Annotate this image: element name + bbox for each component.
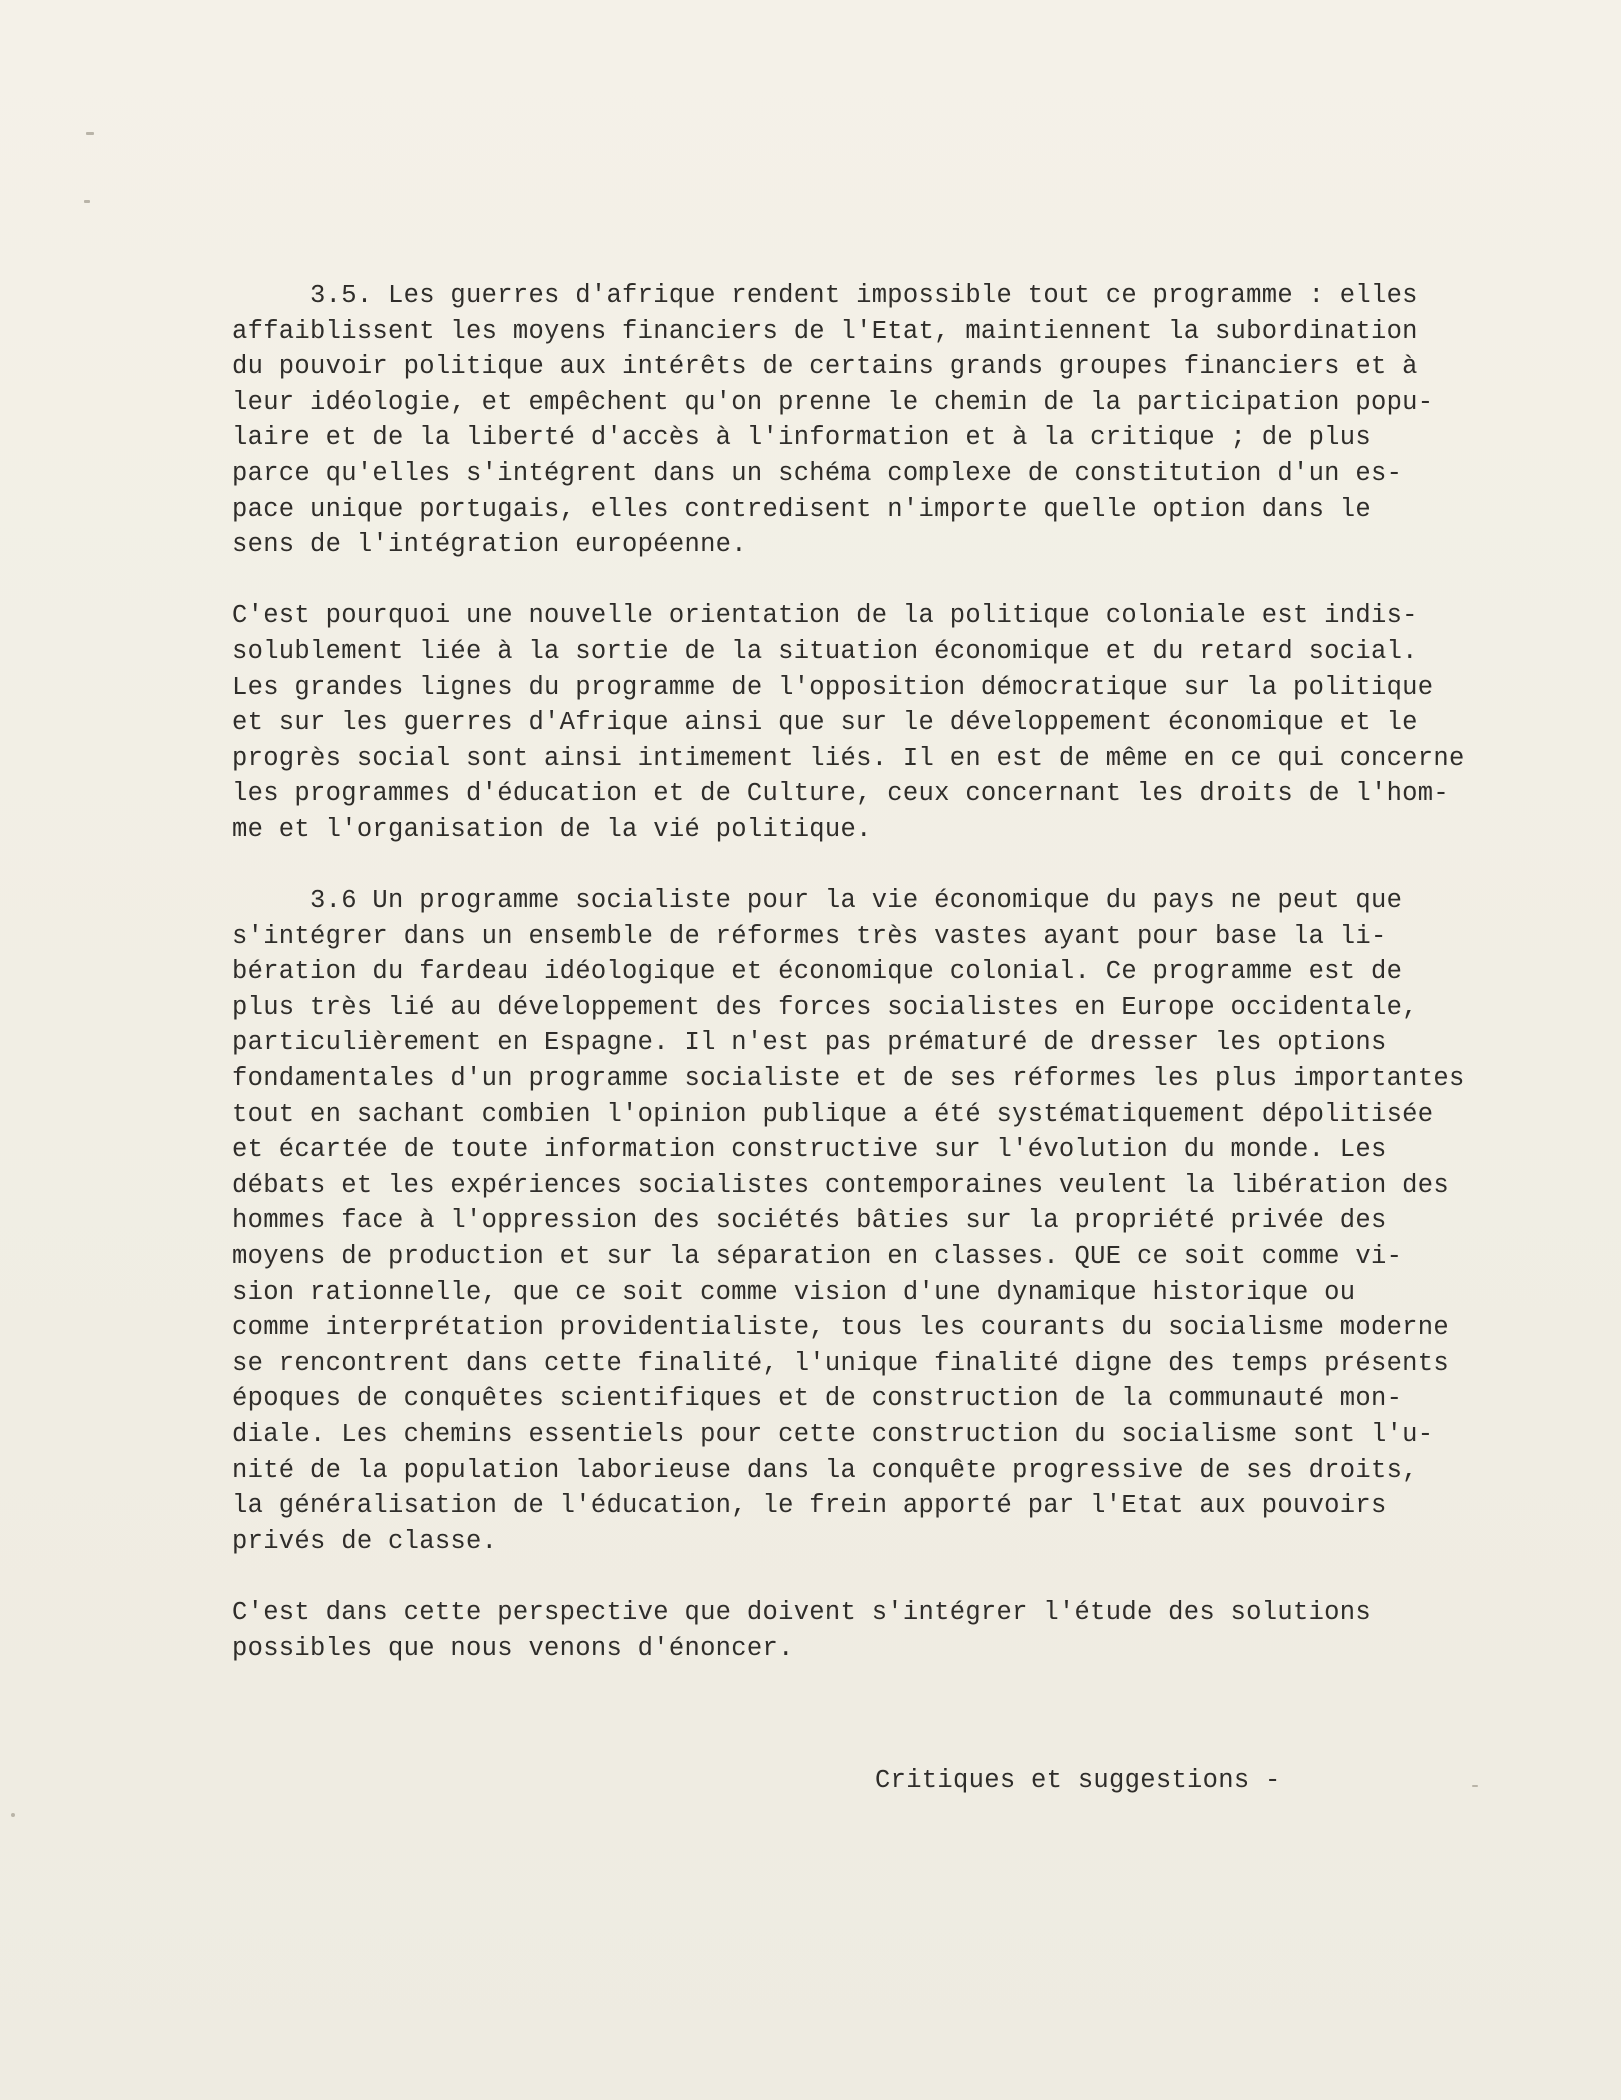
text-line: nité de la population laborieuse dans la conquête progressive de ses droits,: [232, 1455, 1418, 1485]
text-line: du pouvoir politique aux intérêts de certains grands groupes financiers et à: [232, 352, 1418, 382]
text-line: privés de classe.: [232, 1526, 498, 1556]
text-line: bération du fardeau idéologique et économique colonial. Ce programme est de: [232, 957, 1403, 987]
text-line: Les grandes lignes du programme de l'opposition démocratique sur la politique: [232, 672, 1434, 702]
paragraph-colonial-policy: [232, 598, 1492, 847]
text-line: moyens de production et sur la séparation en classes. QUE ce soit comme vi-: [232, 1242, 1403, 1272]
text-line: C'est pourquoi une nouvelle orientation de la politique coloniale est indis-: [232, 601, 1418, 631]
text-line: se rencontrent dans cette finalité, l'unique finalité digne des temps présents: [232, 1348, 1449, 1378]
text-line: leur idéologie, et empêchent qu'on prenne le chemin de la participation popu-: [232, 387, 1434, 417]
text-line: hommes face à l'oppression des sociétés bâties sur la propriété privée des: [232, 1206, 1387, 1236]
text-line: 3.6 Un programme socialiste pour la vie économique du pays ne peut que: [232, 886, 1403, 916]
text-line: plus très lié au développement des forces socialistes en Europe occidentale,: [232, 992, 1418, 1022]
text-line: tout en sachant combien l'opinion publique a été systématiquement dépolitisée: [232, 1099, 1434, 1129]
text-line: la généralisation de l'éducation, le frein apporté par l'Etat aux pouvoirs: [232, 1491, 1387, 1521]
signoff-line: Critiques et suggestions -: [875, 1766, 1281, 1795]
text-line: laire et de la liberté d'accès à l'information et à la critique ; de plus: [232, 423, 1371, 453]
text-line: 3.5. Les guerres d'afrique rendent impossible tout ce programme : elles: [232, 281, 1418, 310]
body-text: [232, 278, 1492, 1702]
text-line: époques de conquêtes scientifiques et de construction de la communauté mon-: [232, 1384, 1403, 1414]
text-line: possibles que nous venons d'énoncer.: [232, 1633, 794, 1663]
text-line: affaiblissent les moyens financiers de l'Etat, maintiennent la subordination: [232, 316, 1418, 346]
text-line: et sur les guerres d'Afrique ainsi que sur le développement économique et le: [232, 708, 1418, 738]
paragraph-3-6: [232, 883, 1492, 1559]
text-line: sens de l'intégration européenne.: [232, 530, 747, 560]
text-line: fondamentales d'un programme socialiste et de ses réformes les plus importantes: [232, 1064, 1465, 1094]
text-line: me et l'organisation de la vié politique.: [232, 814, 872, 844]
text-line: progrès social sont ainsi intimement liés. Il en est de même en ce qui concerne: [232, 743, 1465, 773]
punch-mark: [84, 200, 90, 203]
paper-speck: [11, 1813, 15, 1817]
text-line: pace unique portugais, elles contredisent n'importe quelle option dans le: [232, 494, 1371, 524]
paragraph-conclusion: [232, 1595, 1492, 1666]
text-line: et écartée de toute information constructive sur l'évolution du monde. Les: [232, 1135, 1387, 1165]
text-line: particulièrement en Espagne. Il n'est pas prématuré de dresser les options: [232, 1028, 1387, 1058]
text-line: parce qu'elles s'intégrent dans un schéma complexe de constitution d'un es-: [232, 458, 1403, 488]
text-line: les programmes d'éducation et de Culture, ceux concernant les droits de l'hom-: [232, 779, 1449, 809]
text-line: C'est dans cette perspective que doivent s'intégrer l'étude des solutions: [232, 1597, 1371, 1627]
punch-mark: [86, 132, 94, 135]
text-line: sion rationnelle, que ce soit comme vision d'une dynamique historique ou: [232, 1277, 1356, 1307]
text-line: débats et les expériences socialistes contemporaines veulent la libération des: [232, 1170, 1449, 1200]
paragraph-3-5: [232, 278, 1492, 563]
text-line: comme interprétation providentialiste, tous les courants du socialisme moderne: [232, 1313, 1449, 1343]
paper-speck: [1472, 1785, 1478, 1787]
text-line: solublement liée à la sortie de la situation économique et du retard social.: [232, 636, 1418, 666]
text-line: s'intégrer dans un ensemble de réformes très vastes ayant pour base la li-: [232, 921, 1387, 951]
text-line: diale. Les chemins essentiels pour cette construction du socialisme sont l'u-: [232, 1420, 1434, 1449]
